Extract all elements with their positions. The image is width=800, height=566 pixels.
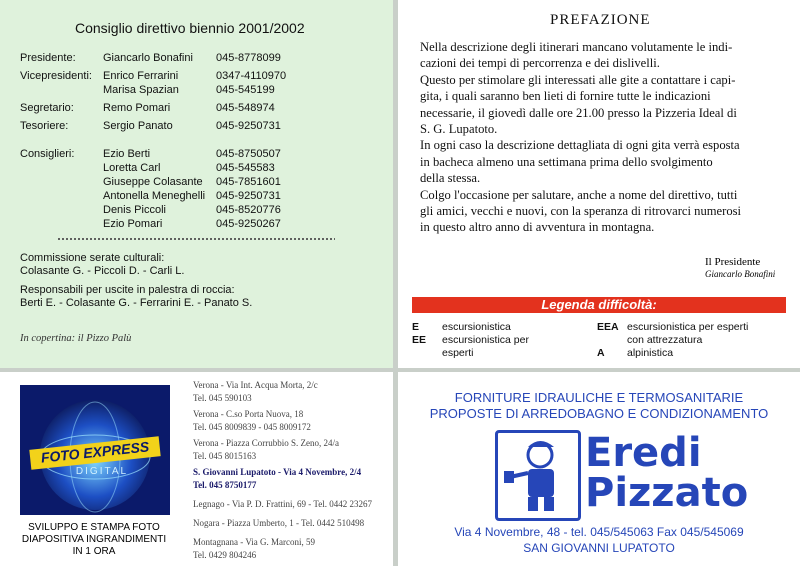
committee-role: Segretario: [20, 102, 74, 114]
plumber-mascot-icon [495, 430, 581, 521]
caption-line: IN 1 ORA [72, 546, 116, 557]
store-address-line: Verona - C.so Porta Nuova, 18 [193, 409, 304, 419]
legend-code: A [597, 347, 605, 359]
preface-line: S. G. Lupatoto. [420, 122, 498, 136]
preface-line: In ogni caso la descrizione dettagliata di ogni gita verrà esposta [420, 138, 740, 153]
store-address-line: Tel. 0429 804246 [193, 550, 257, 560]
committee-phone: 045-9250267 [216, 218, 281, 230]
legend-desc: esperti [442, 347, 474, 359]
preface-title: PREFAZIONE [550, 12, 651, 28]
preface-line: Nella descrizione degli itinerari mancano volutamente le indi- [420, 40, 733, 54]
committee-role: Vicepresidenti: [20, 70, 92, 82]
committee-name: Giancarlo Bonafini [103, 52, 193, 64]
committee-phone: 045-9250731 [216, 190, 281, 202]
signature-name: Giancarlo Bonafini [705, 269, 776, 279]
committee-phone: 0347-4110970 [216, 70, 287, 82]
committee-name: Denis Piccoli [103, 204, 166, 216]
preface-line: Questo per stimolare gli interessati alle gite a contattare i capi- [420, 72, 736, 87]
commission-names: Colasante G. - Piccoli D. - Carli L. [20, 265, 185, 277]
foto-express-logo-sub: DIGITAL [75, 466, 129, 477]
committee-phone: 045-545583 [216, 162, 275, 174]
committee-phone: 045-8778099 [216, 52, 281, 64]
pizzato-heading-2: PROPOSTE DI ARREDOBAGNO E CONDIZIONAMENTO [429, 406, 769, 421]
legend-code: EEA [597, 321, 619, 333]
committee-role: Consiglieri: [20, 148, 75, 160]
legend-desc: con attrezzatura [627, 334, 703, 346]
store-address-line: Montagnana - Via G. Marconi, 59 [193, 537, 316, 547]
store-address-line: Tel. 045 8015163 [193, 451, 257, 461]
committee-phone: 045-8520776 [216, 204, 281, 216]
caption-line: SVILUPPO E STAMPA FOTO [28, 522, 160, 533]
committee-phone: 045-545199 [216, 84, 275, 96]
dotted-separator [57, 237, 335, 241]
preface-line: necessarie, il giovedì dalle ore 21.00 presso la Pizzeria Ideal di [420, 105, 737, 120]
caption-line: DIAPOSITIVA INGRANDIMENTI [21, 534, 167, 545]
preface-line: cazioni dei tempi di percorrenza e dei dislivelli. [420, 56, 660, 71]
committee-phone: 045-7851601 [216, 176, 281, 188]
committee-name: Ezio Berti [103, 148, 151, 160]
brand-line-1: Eredi [585, 430, 702, 476]
legend-desc: escursionistica [442, 321, 511, 333]
preface-line: gita, i quali saranno ben lieti di fornire tutte le indicazioni [420, 89, 711, 104]
climb-label: Responsabili per uscite in palestra di roccia: [20, 284, 235, 296]
pizzato-city: SAN GIOVANNI LUPATOTO [523, 541, 675, 555]
foto-express-caption [8, 522, 180, 558]
preface-line: della stessa. [420, 171, 481, 186]
legend-desc: escursionistica per esperti [627, 321, 749, 333]
cover-note: In copertina: il Pizzo Palù [20, 333, 132, 344]
legend-code: EE [412, 334, 427, 346]
committee-phone: 045-8750507 [216, 148, 281, 160]
store-address-line: Verona - Via Int. Acqua Morta, 2/c [193, 380, 318, 390]
committee-name: Ezio Pomari [103, 218, 163, 230]
committee-phone: 045-548974 [216, 102, 275, 114]
committee-role: Presidente: [20, 52, 76, 64]
legend-title: Legenda difficoltà: [541, 297, 657, 312]
store-address-line: Legnago - Via P. D. Frattini, 69 - Tel. 0442 23267 [193, 499, 372, 509]
store-address-line: Nogara - Piazza Umberto, 1 - Tel. 0442 510498 [193, 518, 365, 528]
committee-title: Consiglio direttivo biennio 2001/2002 [75, 20, 305, 36]
foto-express-logo-text: FOTO EXPRESS [40, 438, 150, 466]
legend-desc: escursionistica per [442, 334, 529, 346]
committee-name: Antonella Meneghelli [103, 190, 206, 202]
committee-name: Sergio Panato [103, 120, 173, 132]
committee-name: Remo Pomari [103, 102, 171, 114]
committee-role: Tesoriere: [20, 120, 69, 132]
signature-title: Il Presidente [705, 256, 761, 268]
committee-name: Enrico Ferrarini [103, 70, 179, 82]
store-address-line: Tel. 045 8750177 [193, 480, 257, 490]
committee-phone: 045-9250731 [216, 120, 281, 132]
store-address-line: Verona - Piazza Corrubbio S. Zeno, 24/a [193, 438, 339, 448]
committee-name: Loretta Carl [103, 162, 161, 174]
fold-divider-vertical [393, 0, 398, 566]
preface-line: in questo altro anno di avventura in montagna. [420, 220, 655, 235]
pizzato-brand [585, 430, 749, 516]
store-address-line: S. Giovanni Lupatoto - Via 4 Novembre, 2/4 [193, 467, 362, 477]
climb-names: Berti E. - Colasante G. - Ferrarini E. - Panato S. [20, 297, 253, 309]
preface-line: Colgo l'occasione per salutare, anche a nome del direttivo, tutti [420, 187, 738, 202]
preface-line: gli amici, vecchi e nuovi, con la speranza di ritrovarci numerosi [420, 204, 742, 218]
store-address-line: Tel. 045 590103 [193, 393, 252, 403]
committee-name: Giuseppe Colasante [103, 176, 203, 188]
fold-divider-horizontal [0, 368, 800, 372]
pizzato-address: Via 4 Novembre, 48 - tel. 045/545063 Fax 045/545069 [454, 525, 744, 539]
pizzato-heading-1: FORNITURE IDRAULICHE E TERMOSANITARIE [454, 390, 744, 405]
brand-line-2: Pizzato [585, 470, 749, 516]
commission-label: Commissione serate culturali: [20, 252, 165, 264]
legend-desc: alpinistica [627, 347, 674, 359]
store-address-line: Tel. 045 8009839 - 045 8009172 [193, 422, 311, 432]
committee-name: Marisa Spazian [103, 84, 179, 96]
preface-line: in bacheca almeno una settimana prima dello svolgimento [420, 154, 713, 169]
legend-code: E [412, 321, 420, 333]
